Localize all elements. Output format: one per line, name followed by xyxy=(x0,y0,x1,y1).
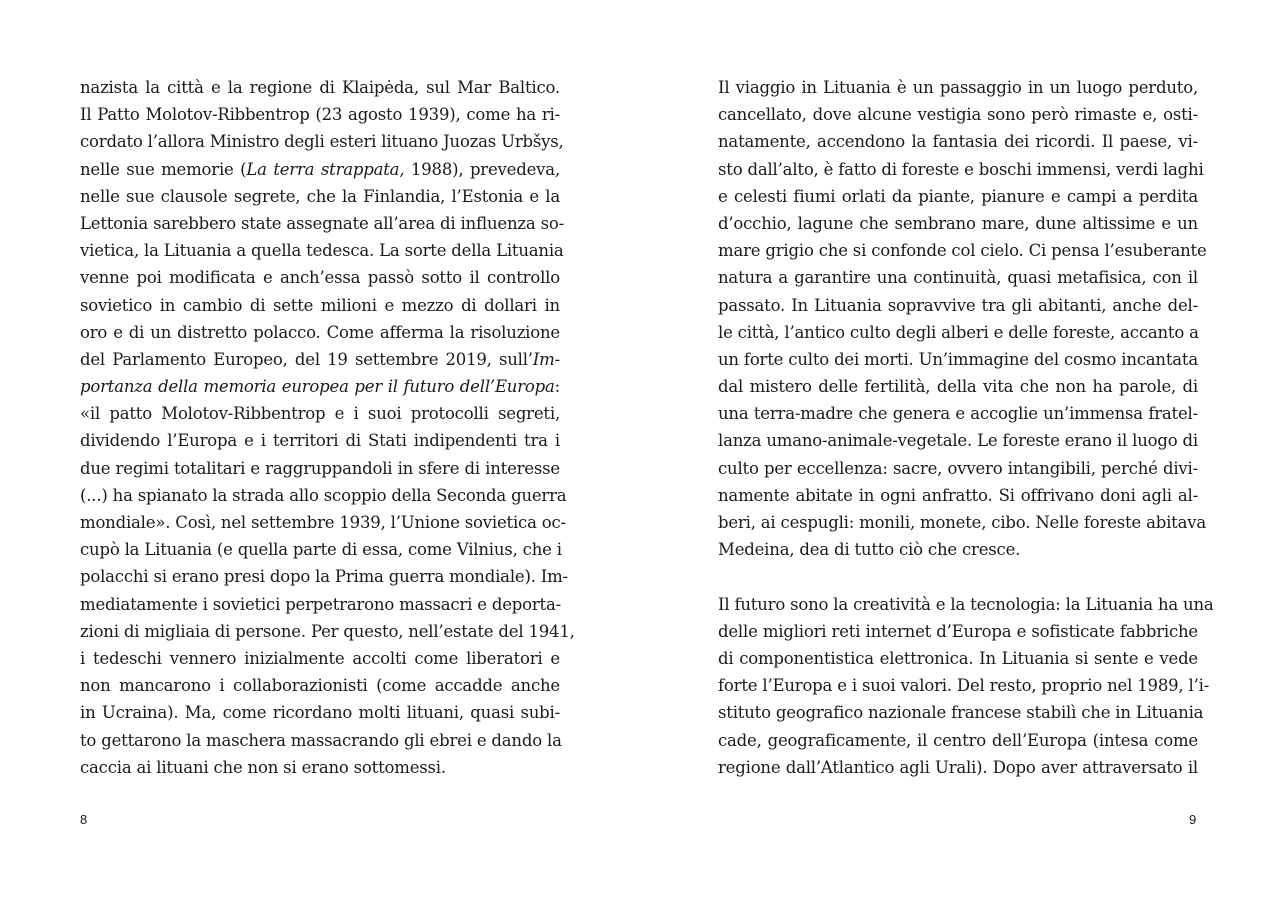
right-p1-line: natamente, accendono la fantasia dei ricordi. Il paese, vi- xyxy=(718,132,1198,152)
right-paragraph-1 xyxy=(718,74,1207,563)
right-paragraph-2 xyxy=(718,591,1214,781)
left-page-line: venne poi modificata e anch’essa passò sotto il controllo xyxy=(80,268,560,288)
italic-title: La terra strappata, xyxy=(246,159,405,179)
left-page-line: polacchi si erano presi dopo la Prima guerra mondiale). Im- xyxy=(80,567,568,587)
left-page-line: cupò la Lituania (e quella parte di essa, come Vilnius, che i xyxy=(80,540,562,560)
left-page-line: (...) ha spianato la strada allo scoppio della Seconda guerra xyxy=(80,485,567,505)
left-page-text xyxy=(80,74,575,781)
right-page-text xyxy=(718,74,1214,781)
left-page-line: mediatamente i sovietici perpetrarono massacri e deporta- xyxy=(80,594,561,614)
left-page-line xyxy=(80,156,560,183)
right-p1-line: Medeina, dea di tutto ciò che cresce. xyxy=(718,540,1021,560)
left-page-line: to gettarono la maschera massacrando gli ebrei e dando la xyxy=(80,730,562,750)
right-p1-line: una terra-madre che genera e accoglie un’immensa fratel- xyxy=(718,404,1198,424)
right-p2-line: di componentistica elettronica. In Lituania si sente e vede xyxy=(718,648,1198,668)
right-p1-line: cancellato, dove alcune vestigia sono però rimaste e, osti- xyxy=(718,105,1198,125)
italic-title: Im- xyxy=(532,349,560,369)
left-page-line: nazista la città e la regione di Klaipėda, sul Mar Baltico. xyxy=(80,78,560,97)
right-p1-line: d’occhio, lagune che sembrano mare, dune altissime e un xyxy=(718,213,1198,233)
italic-title: portanza della memoria europea per il futuro dell’Europa xyxy=(80,377,555,397)
right-p1-line: sto dall’alto, è fatto di foreste e boschi immensi, verdi laghi xyxy=(718,159,1204,179)
right-p1-line: culto per eccellenza: sacre, ovvero intangibili, perché divi- xyxy=(718,458,1198,478)
right-p1-line: un forte culto dei morti. Un’immagine del cosmo incantata xyxy=(718,349,1198,369)
left-page-line: Lettonia sarebbero state assegnate all’area di influenza so- xyxy=(80,213,564,233)
text-segment: nelle sue memorie ( xyxy=(80,159,247,179)
right-p1-line: e celesti fiumi orlati da piante, pianure e campi a perdita xyxy=(718,186,1198,206)
page-number-left: 8 xyxy=(80,812,88,827)
left-page-line xyxy=(80,373,560,400)
right-p1-line: lanza umano-animale-vegetale. Le foreste erano il luogo di xyxy=(718,431,1198,451)
paragraph-gap xyxy=(718,563,1198,590)
left-page-line: mondiale». Così, nel settembre 1939, l’Unione sovietica oc- xyxy=(80,513,566,532)
left-page-line: Il Patto Molotov-Ribbentrop (23 agosto 1939), come ha ri- xyxy=(80,105,560,125)
right-p1-line: beri, ai cespugli: monili, monete, cibo. Nelle foreste abitava xyxy=(718,513,1206,532)
right-p1-line: passato. In Lituania sopravvive tra gli abitanti, anche del- xyxy=(718,295,1198,315)
left-page-line: due regimi totalitari e raggruppandoli in sfere di interesse xyxy=(80,458,560,478)
right-p1-line: natura a garantire una continuità, quasi metafisica, con il xyxy=(718,268,1198,288)
left-page-line: zioni di migliaia di persone. Per questo, nell’estate del 1941, xyxy=(80,621,575,641)
left-page-line: sovietico in cambio di sette milioni e mezzo di dollari in xyxy=(80,295,560,315)
page-number-right: 9 xyxy=(1189,812,1197,827)
right-p2-line: regione dall’Atlantico agli Urali). Dopo aver attraversato il xyxy=(718,757,1198,777)
right-p2-line: cade, geograficamente, il centro dell’Europa (intesa come xyxy=(718,730,1198,750)
right-p1-line: dal mistero delle fertilità, della vita che non ha parole, di xyxy=(718,377,1198,397)
right-p2-line: delle migliori reti internet d’Europa e sofisticate fabbriche xyxy=(718,621,1198,641)
left-page-line: oro e di un distretto polacco. Come afferma la risoluzione xyxy=(80,322,560,342)
left-page-line: in Ucraina). Ma, come ricordano molti lituani, quasi subi- xyxy=(80,703,560,723)
left-page-line: caccia ai lituani che non si erano sottomessi. xyxy=(80,757,446,777)
left-page-line: cordato l’allora Ministro degli esteri lituano Juozas Urbšys, xyxy=(80,132,564,152)
right-p1-line: Il viaggio in Lituania è un passaggio in un luogo perduto, xyxy=(718,78,1198,97)
right-p1-line: mare grigio che si confonde col cielo. Ci pensa l’esuberante xyxy=(718,241,1207,261)
right-p2-line: Il futuro sono la creatività e la tecnologia: la Lituania ha una xyxy=(718,594,1214,614)
right-p2-line: stituto geografico nazionale francese stabilì che in Lituania xyxy=(718,703,1204,723)
text-segment: 1988), prevedeva, xyxy=(404,159,560,179)
right-p1-line: le città, l’antico culto degli alberi e delle foreste, accanto a xyxy=(718,322,1199,342)
right-p1-line: namente abitate in ogni anfratto. Si offrivano doni agli al- xyxy=(718,485,1198,505)
right-p2-line: forte l’Europa e i suoi valori. Del resto, proprio nel 1989, l’i- xyxy=(718,676,1210,696)
left-page-line: non mancarono i collaborazionisti (come accadde anche xyxy=(80,676,560,696)
text-segment: : xyxy=(554,377,560,397)
left-page-line: «il patto Molotov-Ribbentrop e i suoi protocolli segreti, xyxy=(80,404,560,424)
left-page-line: dividendo l’Europa e i territori di Stati indipendenti tra i xyxy=(80,431,560,451)
left-page-line xyxy=(80,346,560,373)
left-page-line: vietica, la Lituania a quella tedesca. La sorte della Lituania xyxy=(80,241,564,261)
text-segment: del Parlamento Europeo, del 19 settembre 2019, sull’ xyxy=(80,349,533,369)
left-page-line: i tedeschi vennero inizialmente accolti come liberatori e xyxy=(80,648,560,668)
left-page-line: nelle sue clausole segrete, che la Finlandia, l’Estonia e la xyxy=(80,186,560,206)
